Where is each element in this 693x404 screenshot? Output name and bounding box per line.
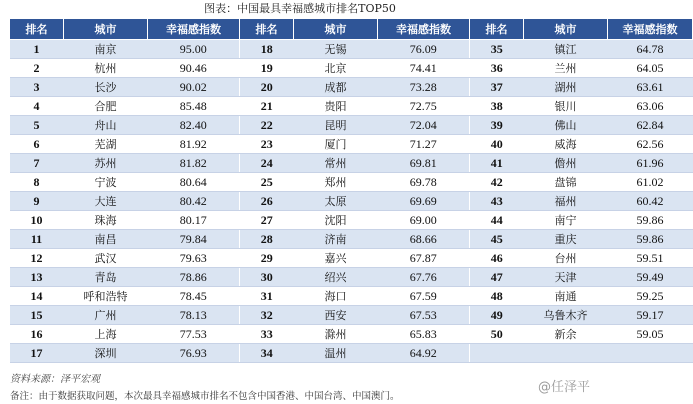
city-cell: 乌鲁木齐 bbox=[524, 306, 608, 325]
table-row bbox=[10, 173, 693, 192]
happiness-index-cell: 67.87 bbox=[378, 249, 470, 268]
city-cell: 西安 bbox=[294, 306, 378, 325]
city-cell: 兰州 bbox=[524, 59, 608, 78]
city-cell: 嘉兴 bbox=[294, 249, 378, 268]
happiness-index-cell: 78.86 bbox=[148, 268, 240, 287]
rank-cell: 14 bbox=[10, 287, 64, 306]
city-cell: 上海 bbox=[64, 325, 148, 344]
rank-cell: 15 bbox=[10, 306, 64, 325]
rank-cell: 20 bbox=[240, 78, 294, 97]
city-cell: 呼和浩特 bbox=[64, 287, 148, 306]
rank-cell: 29 bbox=[240, 249, 294, 268]
city-cell: 济南 bbox=[294, 230, 378, 249]
rank-cell: 50 bbox=[470, 325, 524, 344]
rank-cell: 37 bbox=[470, 78, 524, 97]
rank-cell: 19 bbox=[240, 59, 294, 78]
city-cell: 南宁 bbox=[524, 211, 608, 230]
city-cell: 威海 bbox=[524, 135, 608, 154]
happiness-index-cell: 64.92 bbox=[378, 344, 470, 363]
rank-cell: 1 bbox=[10, 40, 64, 59]
rank-cell: 13 bbox=[10, 268, 64, 287]
rank-cell: 31 bbox=[240, 287, 294, 306]
rank-cell: 34 bbox=[240, 344, 294, 363]
happiness-index-cell: 69.81 bbox=[378, 154, 470, 173]
city-cell: 新余 bbox=[524, 325, 608, 344]
city-cell: 南昌 bbox=[64, 230, 148, 249]
happiness-index-cell: 62.56 bbox=[608, 135, 693, 154]
header-index: 幸福感指数 bbox=[608, 19, 693, 40]
happiness-index-cell: 72.75 bbox=[378, 97, 470, 116]
happiness-index-cell: 73.28 bbox=[378, 78, 470, 97]
table-row bbox=[10, 97, 693, 116]
happiness-index-cell: 65.83 bbox=[378, 325, 470, 344]
city-cell: 杭州 bbox=[64, 59, 148, 78]
table-row bbox=[10, 59, 693, 78]
rank-cell: 30 bbox=[240, 268, 294, 287]
rank-cell: 8 bbox=[10, 173, 64, 192]
city-cell: 温州 bbox=[294, 344, 378, 363]
table-header-row bbox=[10, 19, 693, 40]
city-cell: 舟山 bbox=[64, 116, 148, 135]
happiness-index-cell: 64.05 bbox=[608, 59, 693, 78]
city-cell: 贵阳 bbox=[294, 97, 378, 116]
happiness-index-cell: 90.02 bbox=[148, 78, 240, 97]
rank-cell: 17 bbox=[10, 344, 64, 363]
happiness-index-cell: 60.42 bbox=[608, 192, 693, 211]
rank-cell: 11 bbox=[10, 230, 64, 249]
rank-cell: 45 bbox=[470, 230, 524, 249]
happiness-index-cell: 79.63 bbox=[148, 249, 240, 268]
city-cell: 青岛 bbox=[64, 268, 148, 287]
header-rank: 排名 bbox=[470, 19, 524, 40]
rank-cell: 18 bbox=[240, 40, 294, 59]
table-row bbox=[10, 135, 693, 154]
ranking-table bbox=[9, 18, 693, 363]
rank-cell: 38 bbox=[470, 97, 524, 116]
happiness-index-cell: 71.27 bbox=[378, 135, 470, 154]
happiness-index-cell: 61.96 bbox=[608, 154, 693, 173]
happiness-index-cell: 69.00 bbox=[378, 211, 470, 230]
happiness-index-cell: 85.48 bbox=[148, 97, 240, 116]
header-city: 城市 bbox=[524, 19, 608, 40]
city-cell: 儋州 bbox=[524, 154, 608, 173]
table-row bbox=[10, 40, 693, 59]
table-row bbox=[10, 344, 693, 363]
rank-cell: 32 bbox=[240, 306, 294, 325]
rank-cell: 5 bbox=[10, 116, 64, 135]
rank-cell: 27 bbox=[240, 211, 294, 230]
happiness-index-cell: 81.82 bbox=[148, 154, 240, 173]
happiness-index-cell: 77.53 bbox=[148, 325, 240, 344]
rank-cell: 36 bbox=[470, 59, 524, 78]
happiness-index-cell: 61.02 bbox=[608, 173, 693, 192]
table-row bbox=[10, 306, 693, 325]
rank-cell: 7 bbox=[10, 154, 64, 173]
city-cell: 佛山 bbox=[524, 116, 608, 135]
happiness-index-cell: 78.45 bbox=[148, 287, 240, 306]
table-row bbox=[10, 287, 693, 306]
city-cell: 郑州 bbox=[294, 173, 378, 192]
city-cell: 广州 bbox=[64, 306, 148, 325]
header-rank: 排名 bbox=[240, 19, 294, 40]
rank-cell: 21 bbox=[240, 97, 294, 116]
rank-cell bbox=[470, 344, 524, 363]
rank-cell: 10 bbox=[10, 211, 64, 230]
city-cell: 昆明 bbox=[294, 116, 378, 135]
rank-cell: 46 bbox=[470, 249, 524, 268]
happiness-index-cell: 59.05 bbox=[608, 325, 693, 344]
rank-cell: 40 bbox=[470, 135, 524, 154]
table-row bbox=[10, 230, 693, 249]
city-cell: 长沙 bbox=[64, 78, 148, 97]
happiness-index-cell: 63.61 bbox=[608, 78, 693, 97]
city-cell: 福州 bbox=[524, 192, 608, 211]
happiness-index-cell: 67.76 bbox=[378, 268, 470, 287]
header-city: 城市 bbox=[294, 19, 378, 40]
city-cell: 沈阳 bbox=[294, 211, 378, 230]
happiness-index-cell: 59.49 bbox=[608, 268, 693, 287]
city-cell: 台州 bbox=[524, 249, 608, 268]
table-row bbox=[10, 211, 693, 230]
city-cell: 滁州 bbox=[294, 325, 378, 344]
happiness-index-cell: 69.78 bbox=[378, 173, 470, 192]
table-row bbox=[10, 116, 693, 135]
footnote: 备注：由于数据获取问题，本次最具幸福感城市排名不包含中国香港、中国台湾、中国澳门。 bbox=[10, 391, 400, 402]
city-cell: 北京 bbox=[294, 59, 378, 78]
happiness-index-cell: 82.40 bbox=[148, 116, 240, 135]
table-row bbox=[10, 78, 693, 97]
happiness-index-cell: 63.06 bbox=[608, 97, 693, 116]
header-index: 幸福感指数 bbox=[148, 19, 240, 40]
rank-cell: 25 bbox=[240, 173, 294, 192]
city-cell: 大连 bbox=[64, 192, 148, 211]
header-rank: 排名 bbox=[10, 19, 64, 40]
rank-cell: 26 bbox=[240, 192, 294, 211]
city-cell: 苏州 bbox=[64, 154, 148, 173]
rank-cell: 44 bbox=[470, 211, 524, 230]
happiness-index-cell: 59.86 bbox=[608, 211, 693, 230]
happiness-index-cell: 59.51 bbox=[608, 249, 693, 268]
city-cell: 天津 bbox=[524, 268, 608, 287]
rank-cell: 3 bbox=[10, 78, 64, 97]
rank-cell: 28 bbox=[240, 230, 294, 249]
city-cell: 镇江 bbox=[524, 40, 608, 59]
rank-cell: 41 bbox=[470, 154, 524, 173]
city-cell: 武汉 bbox=[64, 249, 148, 268]
city-cell: 常州 bbox=[294, 154, 378, 173]
city-cell: 宁波 bbox=[64, 173, 148, 192]
rank-cell: 12 bbox=[10, 249, 64, 268]
happiness-index-cell: 59.17 bbox=[608, 306, 693, 325]
city-cell: 合肥 bbox=[64, 97, 148, 116]
happiness-index-cell: 76.93 bbox=[148, 344, 240, 363]
city-cell: 深圳 bbox=[64, 344, 148, 363]
happiness-index-cell: 76.09 bbox=[378, 40, 470, 59]
happiness-index-cell: 59.25 bbox=[608, 287, 693, 306]
city-cell: 南京 bbox=[64, 40, 148, 59]
happiness-index-cell: 62.84 bbox=[608, 116, 693, 135]
rank-cell: 49 bbox=[470, 306, 524, 325]
chart-title: 图表：中国最具幸福感城市排名TOP50 bbox=[204, 2, 396, 15]
happiness-index-cell: 68.66 bbox=[378, 230, 470, 249]
rank-cell: 22 bbox=[240, 116, 294, 135]
rank-cell: 47 bbox=[470, 268, 524, 287]
city-cell: 重庆 bbox=[524, 230, 608, 249]
rank-cell: 48 bbox=[470, 287, 524, 306]
rank-cell: 39 bbox=[470, 116, 524, 135]
happiness-index-cell: 80.17 bbox=[148, 211, 240, 230]
happiness-index-cell: 95.00 bbox=[148, 40, 240, 59]
table-row bbox=[10, 192, 693, 211]
happiness-index-cell: 74.41 bbox=[378, 59, 470, 78]
header-city: 城市 bbox=[64, 19, 148, 40]
happiness-index-cell: 90.46 bbox=[148, 59, 240, 78]
city-cell: 成都 bbox=[294, 78, 378, 97]
happiness-index-cell: 80.42 bbox=[148, 192, 240, 211]
city-cell: 湖州 bbox=[524, 78, 608, 97]
happiness-index-cell: 81.92 bbox=[148, 135, 240, 154]
happiness-index-cell: 67.59 bbox=[378, 287, 470, 306]
source-note: 资料来源：泽平宏观 bbox=[10, 374, 100, 385]
city-cell: 芜湖 bbox=[64, 135, 148, 154]
city-cell: 盘锦 bbox=[524, 173, 608, 192]
rank-cell: 35 bbox=[470, 40, 524, 59]
rank-cell: 42 bbox=[470, 173, 524, 192]
happiness-index-cell: 67.53 bbox=[378, 306, 470, 325]
rank-cell: 4 bbox=[10, 97, 64, 116]
rank-cell: 23 bbox=[240, 135, 294, 154]
city-cell: 绍兴 bbox=[294, 268, 378, 287]
table-row bbox=[10, 325, 693, 344]
city-cell: 无锡 bbox=[294, 40, 378, 59]
happiness-index-cell: 59.86 bbox=[608, 230, 693, 249]
rank-cell: 2 bbox=[10, 59, 64, 78]
happiness-index-cell: 79.84 bbox=[148, 230, 240, 249]
table-row bbox=[10, 249, 693, 268]
happiness-index-cell: 72.04 bbox=[378, 116, 470, 135]
city-cell bbox=[524, 344, 608, 363]
city-cell: 厦门 bbox=[294, 135, 378, 154]
header-index: 幸福感指数 bbox=[378, 19, 470, 40]
happiness-index-cell: 64.78 bbox=[608, 40, 693, 59]
happiness-index-cell bbox=[608, 344, 693, 363]
rank-cell: 43 bbox=[470, 192, 524, 211]
rank-cell: 24 bbox=[240, 154, 294, 173]
happiness-index-cell: 80.64 bbox=[148, 173, 240, 192]
table-row bbox=[10, 268, 693, 287]
table-row bbox=[10, 154, 693, 173]
rank-cell: 9 bbox=[10, 192, 64, 211]
happiness-index-cell: 69.69 bbox=[378, 192, 470, 211]
rank-cell: 6 bbox=[10, 135, 64, 154]
city-cell: 珠海 bbox=[64, 211, 148, 230]
watermark: @任泽平 bbox=[537, 380, 590, 395]
city-cell: 南通 bbox=[524, 287, 608, 306]
city-cell: 太原 bbox=[294, 192, 378, 211]
happiness-index-cell: 78.13 bbox=[148, 306, 240, 325]
rank-cell: 16 bbox=[10, 325, 64, 344]
city-cell: 海口 bbox=[294, 287, 378, 306]
city-cell: 银川 bbox=[524, 97, 608, 116]
rank-cell: 33 bbox=[240, 325, 294, 344]
